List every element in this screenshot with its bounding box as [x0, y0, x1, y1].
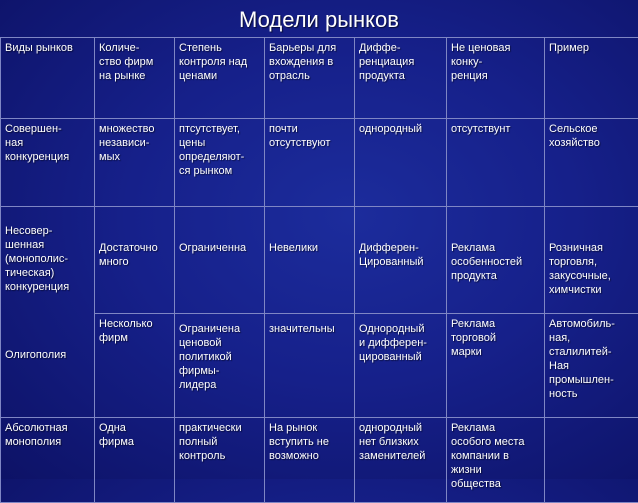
cell-entry-barriers-stack: [265, 207, 355, 418]
cell-example-stack: [545, 207, 638, 418]
cell-example: [545, 418, 638, 503]
header-entry-barriers: Барьеры для вхождения в отрасль: [265, 38, 355, 119]
row-monopolistic-and-oligopoly: [1, 207, 638, 418]
header-nonprice-competition: Не ценовая конку- ренция: [447, 38, 545, 119]
row-perfect-competition: [1, 119, 638, 207]
cell-price-control-stack: [175, 207, 265, 418]
cell-market-type: Абсолютная монополия: [1, 418, 95, 503]
header-market-type: Виды рынков: [1, 38, 95, 119]
cell-nonprice-competition: Реклама торговой марки: [447, 313, 544, 361]
cell-firm-count-stack: [95, 207, 175, 418]
cell-nonprice-competition: отсутствунт: [447, 119, 545, 207]
cell-entry-barriers: Невелики: [265, 221, 354, 299]
cell-example: Сельское хозяйство: [545, 119, 638, 207]
cell-entry-barriers: почти отсутствуют: [265, 119, 355, 207]
cell-market-type: Несовер- шенная (монополис- тическая) конкуренция: [1, 221, 94, 321]
cell-nonprice-competition-stack: [447, 207, 545, 418]
cell-price-control: практически полный контроль: [175, 418, 265, 503]
cell-nonprice-competition: Реклама особенностей продукта: [447, 221, 544, 299]
cell-market-type: Олигополия: [1, 335, 94, 364]
slide-title: Модели рынков: [0, 6, 638, 34]
cell-entry-barriers: значительны: [265, 313, 354, 338]
cell-market-type-stack: [1, 207, 95, 418]
cell-firm-count: Одна фирма: [95, 418, 175, 503]
cell-differentiation: однородный: [355, 119, 447, 207]
market-models-table: [0, 37, 638, 503]
cell-price-control: Ограничена ценовой политикой фирмы- лидера: [175, 313, 264, 394]
header-firm-count: Количе- ство фирм на рынке: [95, 38, 175, 119]
header-row: [1, 38, 638, 119]
cell-firm-count: множество независи- мых: [95, 119, 175, 207]
cell-price-control: птсутствует, цены определяют- ся рынком: [175, 119, 265, 207]
cell-price-control: Ограниченна: [175, 221, 264, 299]
cell-firm-count: Достаточно много: [95, 221, 174, 299]
cell-differentiation: Дифферен- Цированный: [355, 221, 446, 299]
cell-market-type: Совершен- ная конкуренция: [1, 119, 95, 207]
cell-differentiation-stack: [355, 207, 447, 418]
row-absolute-monopoly: [1, 418, 638, 503]
cell-entry-barriers: На рынок вступить не возможно: [265, 418, 355, 503]
cell-firm-count: Несколько фирм: [95, 313, 174, 347]
cell-nonprice-competition: Реклама особого места компании в жизни общества: [447, 418, 545, 503]
header-example: Пример: [545, 38, 638, 119]
cell-example: Автомобиль- ная, сталилитей- Ная промышлен- ность: [545, 313, 638, 403]
market-models-table-wrap: [0, 37, 638, 479]
cell-differentiation: Однородный и дифферен- цированный: [355, 313, 446, 366]
header-differentiation: Диффе- ренциация продукта: [355, 38, 447, 119]
cell-differentiation: однородный нет близких заменителей: [355, 418, 447, 503]
cell-example: Розничная торговля, закусочные, химчистки: [545, 221, 638, 299]
header-price-control: Степень контроля над ценами: [175, 38, 265, 119]
